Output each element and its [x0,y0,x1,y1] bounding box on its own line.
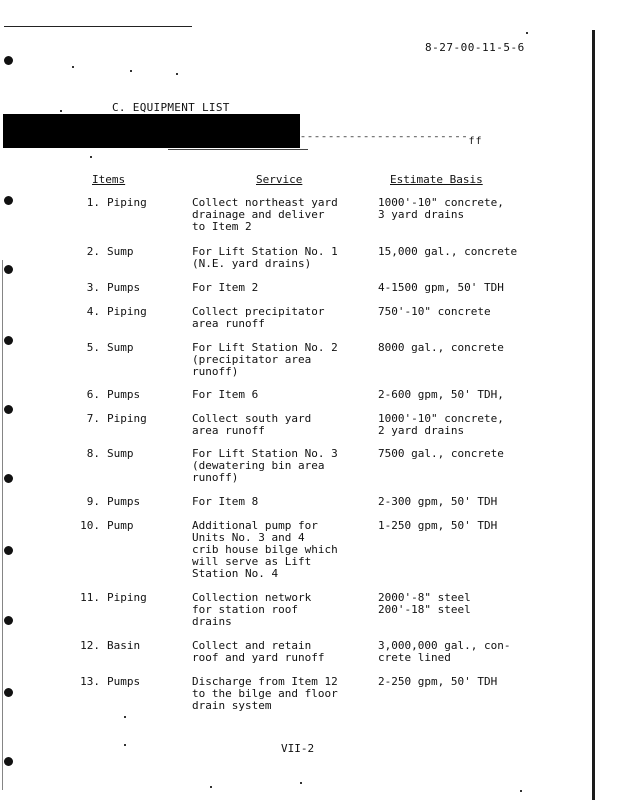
punch-hole [4,616,13,625]
item-number: 13. [80,675,100,688]
item-number: 9. [86,495,100,508]
column-header-service: Service [256,173,303,186]
item-number: 7. [86,412,100,425]
redaction-bar [3,114,300,148]
item-service: For Item 8 [192,495,259,508]
scan-speck [90,156,92,158]
page-edge-shadow [592,30,595,800]
item-basis: 2-600 gpm, 50' TDH, [378,388,504,401]
item-number: 11. [80,591,100,604]
item-number: 10. [80,519,100,532]
item-number: 5. [86,341,100,354]
top-rule [4,26,192,27]
item-number: 6. [86,388,100,401]
underline-rule [168,149,308,150]
punch-hole [4,757,13,766]
item-name: Sump [107,245,134,258]
page-number: VII-2 [281,742,315,755]
item-name: Basin [107,639,141,652]
item-name: Piping [107,412,147,425]
item-service: For Item 2 [192,281,259,294]
item-name: Piping [107,591,147,604]
item-name: Pumps [107,495,141,508]
item-basis: 15,000 gal., concrete [378,245,518,258]
item-number: 3. [86,281,100,294]
item-basis: 1000'-10" concrete, 2 yard drains [378,412,504,437]
item-basis: 4-1500 gpm, 50' TDH [378,281,504,294]
item-service: Collect and retain roof and yard runoff [192,639,325,664]
item-service: Collect south yard area runoff [192,412,312,437]
punch-hole [4,688,13,697]
item-name: Sump [107,447,134,460]
punch-hole [4,546,13,555]
item-service: Collection network for station roof drains [192,591,312,628]
item-number: 4. [86,305,100,318]
item-service: For Lift Station No. 3 (dewatering bin area runoff) [192,447,338,484]
scan-speck [72,66,74,68]
item-number: 8. [86,447,100,460]
column-header-basis: Estimate Basis [390,173,483,186]
item-number: 1. [86,196,100,209]
item-service: For Item 6 [192,388,259,401]
scan-speck [130,70,132,72]
scan-speck [300,782,302,784]
item-service: For Lift Station No. 1 (N.E. yard drains) [192,245,338,270]
item-basis: 7500 gal., concrete [378,447,504,460]
scan-speck [124,744,126,746]
scan-speck [60,110,62,112]
item-basis: 750'-10" concrete [378,305,491,318]
punch-hole [4,265,13,274]
item-basis: 2000'-8" steel 200'-18" steel [378,591,471,616]
item-name: Sump [107,341,134,354]
item-basis: 1-250 gpm, 50' TDH [378,519,498,532]
item-service: For Lift Station No. 2 (precipitator area runoff) [192,341,338,378]
item-service: Collect northeast yard drainage and deliver to Item 2 [192,196,338,233]
scan-speck [124,716,126,718]
punch-hole [4,474,13,483]
item-name: Piping [107,305,147,318]
document-id: 8-27-00-11-5-6 [425,41,525,54]
item-service: Additional pump for Units No. 3 and 4 crib house bilge which will serve as Lift Station No. 4 [192,519,338,580]
item-service: Discharge from Item 12 to the bilge and floor drain system [192,675,338,712]
column-header-items: Items [92,173,126,186]
item-service: Collect precipitator area runoff [192,305,325,330]
section-title: C. EQUIPMENT LIST [112,101,230,114]
item-name: Pumps [107,388,141,401]
item-number: 12. [80,639,100,652]
item-name: Pump [107,519,134,532]
item-basis: 2-250 gpm, 50' TDH [378,675,498,688]
item-name: Pumps [107,281,141,294]
item-name: Pumps [107,675,141,688]
scan-speck [526,32,528,34]
redaction-tail: ¯¯¯¯¯¯¯¯¯¯¯¯¯¯¯¯¯¯¯¯¯¯¯¯ff [300,136,483,147]
scan-speck [176,73,178,75]
item-basis: 1000'-10" concrete, 3 yard drains [378,196,504,221]
punch-hole [4,56,13,65]
scan-speck [210,786,212,788]
item-name: Piping [107,196,147,209]
item-number: 2. [86,245,100,258]
scan-speck [520,790,522,792]
item-basis: 8000 gal., concrete [378,341,504,354]
item-basis: 3,000,000 gal., con- crete lined [378,639,511,664]
item-basis: 2-300 gpm, 50' TDH [378,495,498,508]
